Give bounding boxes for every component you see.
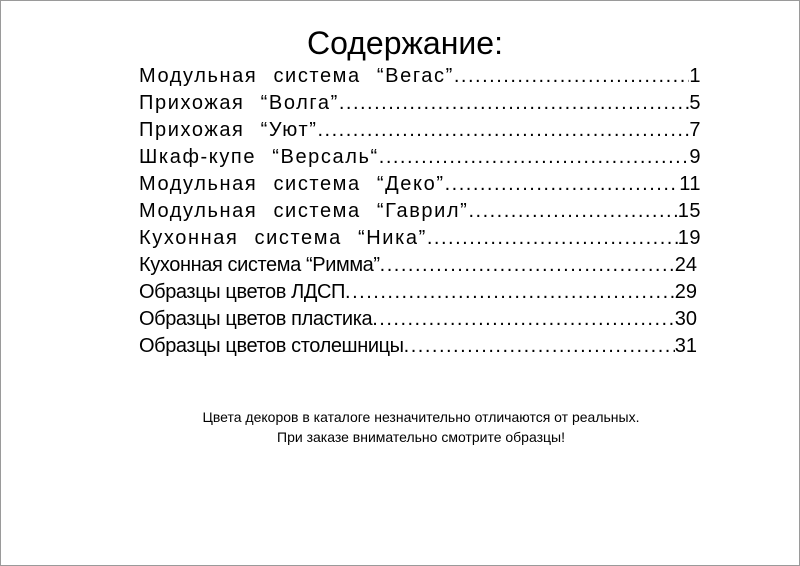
toc-page-number: 1	[689, 65, 701, 87]
toc-dot-leader	[427, 225, 678, 252]
toc-page-number: 29	[674, 281, 697, 303]
toc-page-number: 7	[689, 119, 701, 141]
toc-dot-leader	[317, 117, 689, 144]
toc-page-number: 19	[677, 227, 701, 249]
toc-entry-label: Модульная система “Гаврил”	[139, 200, 469, 222]
toc-entry-label: Модульная система “Вегас”	[139, 65, 454, 87]
toc-entry-label: Кухонная система “Ника”	[139, 227, 427, 249]
color-disclaimer	[1, 407, 800, 447]
toc-entry-plastic-colors[interactable]	[139, 306, 697, 333]
toc-entry-ldsp-colors[interactable]	[139, 279, 697, 306]
toc-entry-gavril[interactable]	[139, 198, 701, 225]
toc-entry-label: Кухонная система “Римма”	[139, 254, 380, 276]
toc-entry-nika[interactable]	[139, 225, 701, 252]
toc-dot-leader	[404, 333, 675, 360]
toc-entry-label: Образцы цветов ЛДСП	[139, 281, 346, 303]
toc-entry-label: Образцы цветов пластика	[139, 308, 373, 330]
toc-entry-uyut[interactable]	[139, 117, 701, 144]
toc-page-number: 5	[689, 92, 701, 114]
toc-dot-leader	[372, 306, 675, 333]
toc-entry-label: Прихожая “Уют”	[139, 119, 318, 141]
toc-page-number: 30	[674, 308, 697, 330]
toc-entry-label: Образцы цветов столешницы	[139, 335, 404, 357]
toc-entry-label: Прихожая “Волга”	[139, 92, 339, 114]
toc-page-number: 24	[674, 254, 697, 276]
toc-dot-leader	[468, 198, 677, 225]
toc-dot-leader	[379, 144, 690, 171]
toc-page-number: 11	[679, 173, 701, 195]
toc-dot-leader	[339, 90, 690, 117]
toc-dot-leader	[345, 279, 675, 306]
toc-entry-label: Модульная система “Деко”	[139, 173, 445, 195]
toc-entry-deko[interactable]	[139, 171, 701, 198]
disclaimer-line-2: При заказе внимательно смотрите образцы!	[277, 429, 565, 445]
toc-dot-leader	[380, 252, 675, 279]
toc-entry-vegas[interactable]	[139, 63, 701, 90]
toc-dot-leader	[445, 171, 680, 198]
disclaimer-line-1: Цвета декоров в каталоге незначительно отличаются от реальных.	[202, 409, 640, 425]
toc-dot-leader	[454, 63, 690, 90]
toc-page-number: 31	[674, 335, 697, 357]
toc-entry-rimma[interactable]	[139, 252, 697, 279]
toc-entry-label: Шкаф-купе “Версаль“	[139, 146, 379, 168]
table-of-contents	[139, 63, 701, 360]
toc-entry-countertop-colors[interactable]	[139, 333, 697, 360]
toc-page-number: 15	[677, 200, 701, 222]
toc-entry-volga[interactable]	[139, 90, 701, 117]
page-title: Содержание:	[307, 25, 503, 61]
toc-entry-versal[interactable]	[139, 144, 701, 171]
toc-page-number: 9	[689, 146, 701, 168]
